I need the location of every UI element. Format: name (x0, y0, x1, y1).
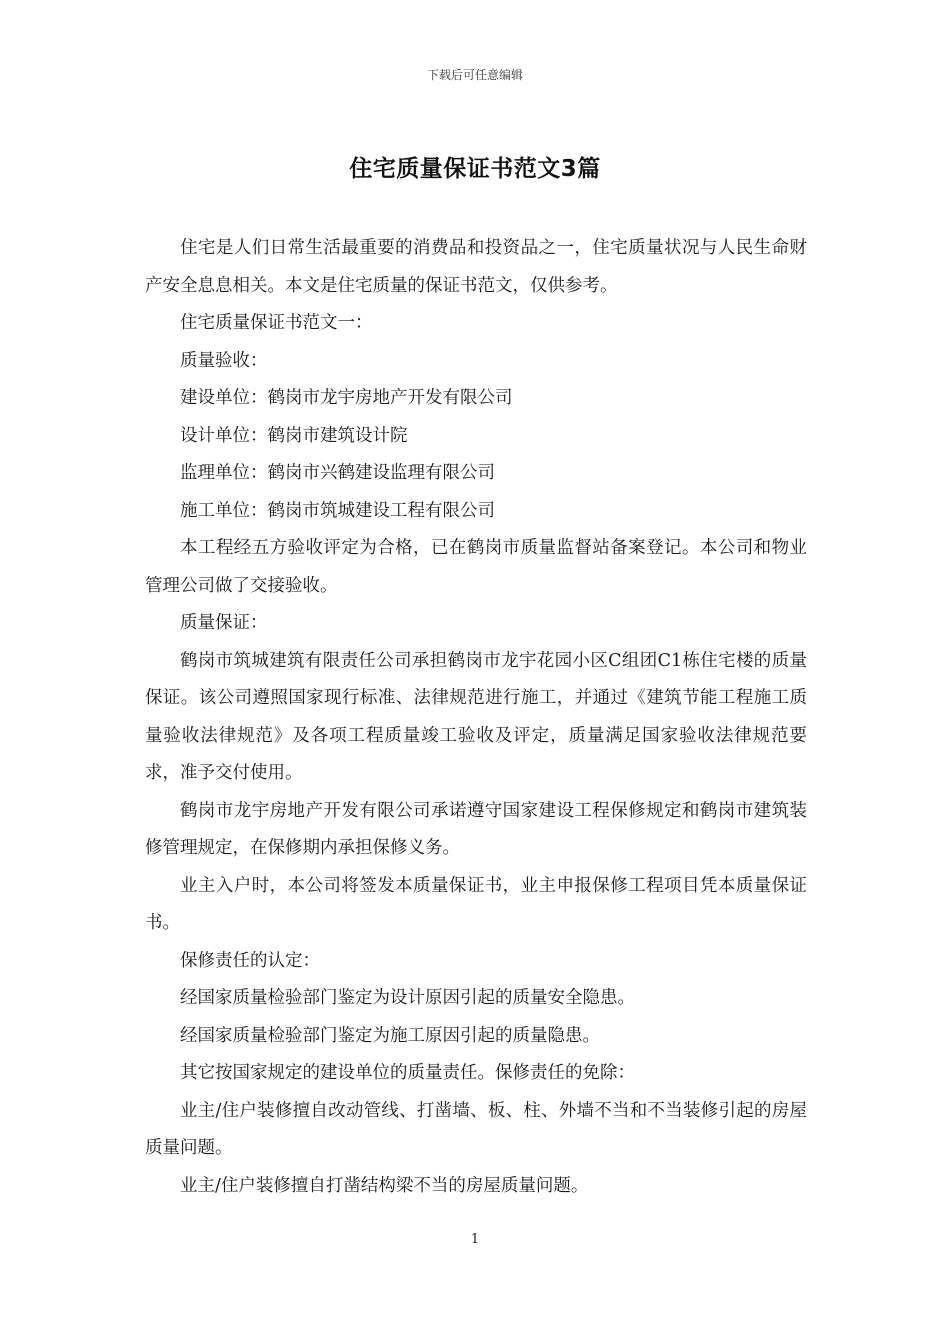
paragraph: 鹤岗市龙宇房地产开发有限公司承诺遵守国家建设工程保修规定和鹤岗市建筑装修管理规定，在保修期内承担保修义务。 (145, 800, 807, 858)
paragraph: 质量保证： (180, 613, 268, 633)
paragraph: 业主/住户装修擅自改动管线、打凿墙、板、柱、外墙不当和不当装修引起的房屋质量问题。 (145, 1100, 807, 1158)
document-title: 住宅质量保证书范文3篇 (349, 156, 601, 182)
document-body (145, 230, 807, 1205)
paragraph: 监理单位：鹤岗市兴鹤建设监理有限公司 (180, 463, 495, 483)
paragraph: 本工程经五方验收评定为合格，已在鹤岗市质量监督站备案登记。本公司和物业管理公司做了交接验收。 (145, 538, 807, 596)
paragraph: 其它按国家规定的建设单位的质量责任。保修责任的免除： (180, 1063, 635, 1083)
paragraph: 质量验收： (180, 350, 268, 371)
paragraph: 鹤岗市筑城建筑有限责任公司承担鹤岗市龙宇花园小区C组团C1栋住宅楼的质量保证。该公司遵照国家现行标准、法律规范进行施工，并通过《建筑节能工程施工质量验收法律规范》及各项工程质量竣工验收及评定，质量满足国家验收法律规范要求，准予交付使用。 (145, 650, 807, 783)
paragraph: 业主/住户装修擅自打凿结构梁不当的房屋质量问题。 (180, 1175, 589, 1196)
paragraph: 施工单位：鹤岗市筑城建设工程有限公司 (180, 500, 495, 521)
paragraph: 经国家质量检验部门鉴定为施工原因引起的质量隐患。 (180, 1025, 600, 1046)
paragraph: 保修责任的认定： (180, 950, 320, 971)
paragraph: 设计单位：鹤岗市建筑设计院 (180, 425, 408, 446)
paragraph: 住宅质量保证书范文一： (180, 313, 373, 333)
page-header-note: 下载后可任意编辑 (426, 68, 523, 82)
page-number: 1 (470, 1232, 480, 1247)
paragraph: 住宅是人们日常生活最重要的消费品和投资品之一，住宅质量状况与人民生命财产安全息息相关。本文是住宅质量的保证书范文，仅供参考。 (145, 238, 807, 296)
paragraph: 经国家质量检验部门鉴定为设计原因引起的质量安全隐患。 (180, 988, 635, 1008)
paragraph: 建设单位：鹤岗市龙宇房地产开发有限公司 (180, 388, 513, 408)
paragraph: 业主入户时，本公司将签发本质量保证书，业主申报保修工程项目凭本质量保证书。 (145, 875, 807, 933)
